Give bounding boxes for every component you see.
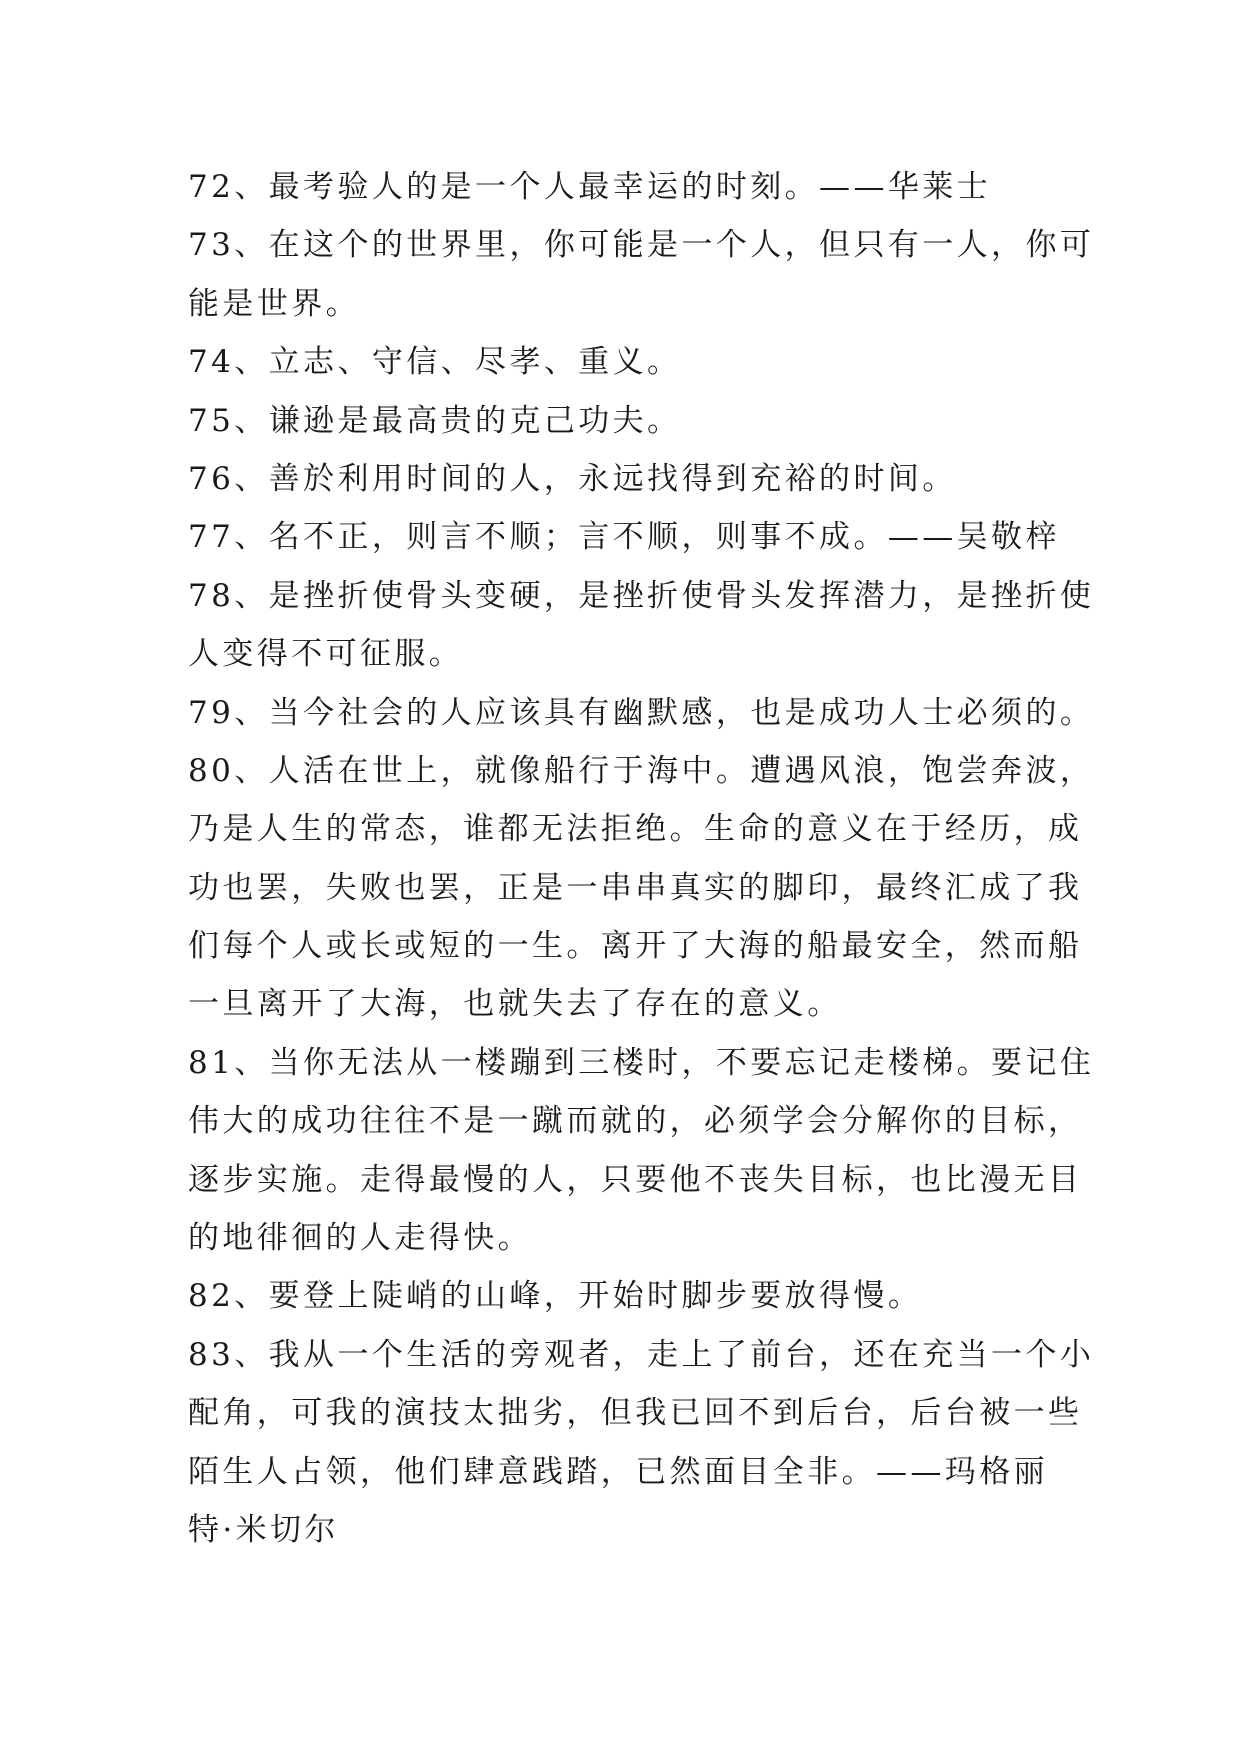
text-line: 功也罢，失败也罢，正是一串串真实的脚印，最终汇成了我 [188, 869, 1083, 906]
text-line: 人变得不可征服。 [188, 636, 464, 673]
text-line: 乃是人生的常态，谁都无法拒绝。生命的意义在于经历，成 [188, 811, 1083, 848]
text-line: 的地徘徊的人走得快。 [188, 1220, 532, 1257]
text-line: 82、要登上陡峭的山峰，开始时脚步要放得慢。 [188, 1278, 923, 1315]
text-line: 逐步实施。走得最慢的人，只要他不丧失目标，也比漫无目 [188, 1161, 1083, 1198]
text-line: 伟大的成功往往不是一蹴而就的，必须学会分解你的目标， [188, 1103, 1083, 1140]
quote-text-block [188, 158, 1095, 1559]
text-line: 一旦离开了大海，也就失去了存在的意义。 [188, 986, 842, 1023]
text-line: 80、人活在世上，就像船行于海中。遭遇风浪，饱尝奔波， [188, 752, 1095, 789]
text-line: 75、谦逊是最高贵的克己功夫。 [188, 402, 682, 439]
text-line: 能是世界。 [188, 285, 360, 322]
text-line: 配角，可我的演技太拙劣，但我已回不到后台，后台被一些 [188, 1395, 1083, 1432]
text-line: 78、是挫折使骨头变硬，是挫折使骨头发挥潜力，是挫折使 [188, 577, 1095, 614]
text-line: 77、名不正，则言不顺；言不顺，则事不成。——吴敬梓 [188, 519, 1060, 556]
text-line: 81、当你无法从一楼蹦到三楼时，不要忘记走楼梯。要记住 [188, 1044, 1095, 1081]
text-line: 73、在这个的世界里，你可能是一个人，但只有一人，你可 [188, 227, 1095, 264]
text-line: 79、当今社会的人应该具有幽默感，也是成功人士必须的。 [188, 694, 1095, 731]
text-line: 72、最考验人的是一个人最幸运的时刻。——华莱士 [188, 169, 992, 205]
text-line: 83、我从一个生活的旁观者，走上了前台，还在充当一个小 [188, 1336, 1095, 1373]
text-line: 74、立志、守信、尽孝、重义。 [188, 344, 682, 381]
text-line: 陌生人占领，他们肆意践踏，已然面目全非。——玛格丽 [188, 1453, 1048, 1490]
text-line: 特·米切尔 [188, 1511, 339, 1548]
text-line: 们每个人或长或短的一生。离开了大海的船最安全，然而船 [188, 928, 1083, 965]
text-line: 76、善於利用时间的人，永远找得到充裕的时间。 [188, 460, 957, 497]
